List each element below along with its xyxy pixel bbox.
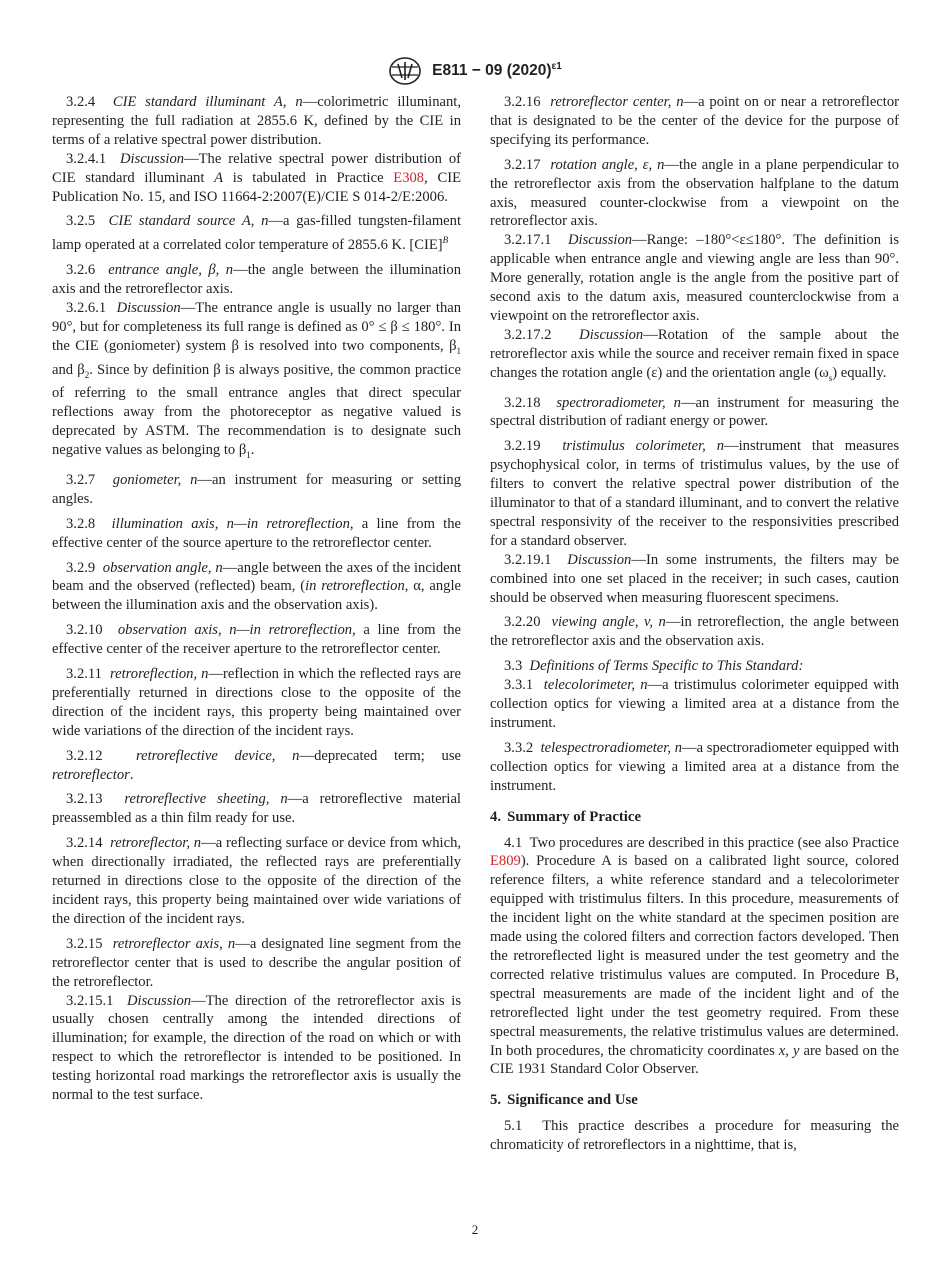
astm-logo-icon	[388, 56, 422, 86]
clause-3-2-13: 3.2.13 retroreflective sheeting, n—a retroreflective material preassembled as a thin film ready for use.	[52, 791, 461, 827]
clause-3-2-15-1: 3.2.15.1 Discussion—The direction of the retroreflector axis is usually chosen centrally among the intended directions of illumination; for example, the direction of the road on which or with respect to which the retroreflector is intended to be positioned. In testing horizontal road markings the retroreflector axis is usually the normal to the test surface.	[52, 992, 461, 1104]
clause-3-2-4-1: 3.2.4.1 Discussion—The relative spectral power distribution of CIE standard illuminant A is tabulated in Practice E308, CIE Publication No. 15, and ISO 11664-2:2007(E)/CIE S 014-2/E:2006.	[52, 150, 461, 205]
link-e809[interactable]: E809	[490, 853, 521, 870]
clause-3-2-18: 3.2.18 spectroradiometer, n—an instrument for measuring the spectral distribution of radiant energy or power.	[490, 394, 900, 430]
clause-3-3: 3.3 Definitions of Terms Specific to This Standard:	[504, 658, 804, 675]
clause-3-2-4: 3.2.4 CIE standard illuminant A, n—colorimetric illuminant, representing the full radiation at 2855.6 K, defined by the CIE in terms of a relative spectral power distribution.	[52, 94, 462, 148]
left-column	[52, 93, 461, 1111]
clause-3-2-14: 3.2.14 retroreflector, n—a reflecting surface or device from which, when directionally irradiated, the reflected rays are preferentially returned in directions close to the opposite of the direction of the incident rays, this property being maintained over wide variations of the direction of the incident rays.	[52, 835, 462, 927]
clause-3-2-9: 3.2.9 observation angle, n—angle between the axes of the incident beam and the observed (reflected) beam, (in retroreflection, α, angle between the illumination axis and the observation axis).	[52, 559, 461, 614]
clause-3-2-12: 3.2.12 retroreflective device, n—deprecated term; use retroreflector.	[52, 747, 461, 783]
clause-3-2-20: 3.2.20 viewing angle, v, n—in retroreflection, the angle between the retroreflector axis and the observation axis.	[490, 614, 900, 650]
right-column	[490, 93, 899, 1161]
section-5-heading: 5. Significance and Use	[490, 1092, 638, 1109]
clause-3-2-10: 3.2.10 observation axis, n—in retroreflection, a line from the effective center of the receiver aperture to the retroreflector center.	[52, 622, 461, 658]
clause-3-2-6: 3.2.6 entrance angle, β, n—the angle between the illumination axis and the retroreflector axis.	[52, 262, 461, 298]
clause-3-2-16: 3.2.16 retroreflector center, n—a point on or near a retroreflector that is designated to be the center of the device for the purpose of specifying its performance.	[490, 94, 899, 148]
clause-3-2-8: 3.2.8 illumination axis, n—in retroreflection, a line from the effective center of the source aperture to the retroreflector center.	[52, 515, 461, 551]
clause-5-1: 5.1 This practice describes a procedure for measuring the chromaticity of retroreflectors in a nighttime, that is,	[490, 1118, 900, 1154]
clause-3-2-7: 3.2.7 goniometer, n—an instrument for measuring or setting angles.	[52, 471, 461, 507]
clause-3-2-6-1: 3.2.6.1 Discussion—The entrance angle is usually no larger than 90°, but for completeness its full range is defined as 0° ≤ β ≤ 180°. In the CIE (goniometer) system β is resolved into two components, $\beta_1$ and $\beta_2$. Since by definition β is always positive, the common practice of referring to the small entrance angles that direct specular reflections away from the photoreceptor as negative valued is deprecated by ASTM. The recommendation is to designate such negative values as belonging to $\beta_1$.	[52, 299, 462, 460]
clause-3-2-5: 3.2.5 CIE standard source A, n—a gas-filled tungsten-filament lamp operated at a correlated color temperature of 2855.6 K. [CIE]$^B$	[52, 213, 462, 254]
link-e308[interactable]: E308	[393, 169, 425, 186]
clause-3-2-19-1: 3.2.19.1 Discussion—In some instruments, the filters may be combined into one set placed in the receiver; in such cases, caution should be observed when measuring fluorescent specimens.	[490, 551, 900, 606]
clause-3-3-2: 3.3.2 telespectroradiometer, n—a spectroradiometer equipped with collection optics for viewing a limited area at a distance from the instrument.	[490, 739, 900, 794]
section-4-heading: 4. Summary of Practice	[490, 808, 642, 825]
clause-4-1: 4.1 Two procedures are described in this practice (see also Practice E809). Procedure A is based on a calibrated light source, colored reference filters, a white reference standard and a telecolorimeter equipped with tristimulus filters. In this procedure, measurements of the incident light on the white standard at the specimen position are made using the colored filters and correction factors developed. Then the retroreflected light is measured under the test geometry and the corrected relative tristimulus values are computed. In Procedure B, spectral measurements are made of the incident light and of the retroreflected light under the test geometry required. From these spectral measurements, the relative tristimulus values are determined. In both procedures, the chromaticity coordinates x, y are based on the CIE 1931 Standard Color Observer.	[490, 834, 900, 1078]
document-designation: E811 − 09 $(2020)^{\varepsilon 1}$	[432, 61, 562, 80]
clause-3-2-17-2: 3.2.17.2 Discussion—Rotation of the sample about the retroreflector axis while the source and receiver remain fixed in space changes the rotation angle (ε) and the orientation angle $(\omega_s)$ equally.	[490, 326, 899, 383]
clause-3-3-1: 3.3.1 telecolorimeter, n—a tristimulus colorimeter equipped with collection optics for viewing a limited area at a distance from the instrument.	[490, 677, 899, 731]
clause-3-2-17: 3.2.17 rotation angle, ε, n—the angle in a plane perpendicular to the retroreflector axis from the observation halfplane to the datum axis, measured counter-clockwise from a viewpoint on the retroreflector axis.	[490, 156, 899, 230]
page-header	[0, 56, 950, 82]
clause-3-2-19: 3.2.19 tristimulus colorimeter, n—instrument that measures psychophysical color, in terms of tristimulus values, by the use of filters to convert the relative spectral power distribution of the illuminator to that of a standard illuminant, and to convert the relative spectral responsivity of the receiver to the responsivities prescribed for a standard observer.	[490, 438, 900, 549]
clause-3-2-11: 3.2.11 retroreflection, n—reflection in which the reflected rays are preferentially returned in directions close to the opposite of the direction of the incident rays, this property being maintained over wide variations of the direction of the incident rays.	[52, 666, 462, 739]
clause-3-2-15: 3.2.15 retroreflector axis, n—a designated line segment from the retroreflector center that is used to describe the angular position of the retroreflector.	[52, 935, 461, 990]
page-number: 2	[471, 1222, 479, 1237]
clause-3-2-17-1: 3.2.17.1 Discussion—Range: –180°<ε≤180°. The definition is applicable when entrance angle and viewing angle are less than 90°. More generally, rotation angle is the angle from the positive part of second axis to the datum axis, measured counterclockwise from a viewpoint on the retroreflector axis.	[490, 232, 899, 324]
